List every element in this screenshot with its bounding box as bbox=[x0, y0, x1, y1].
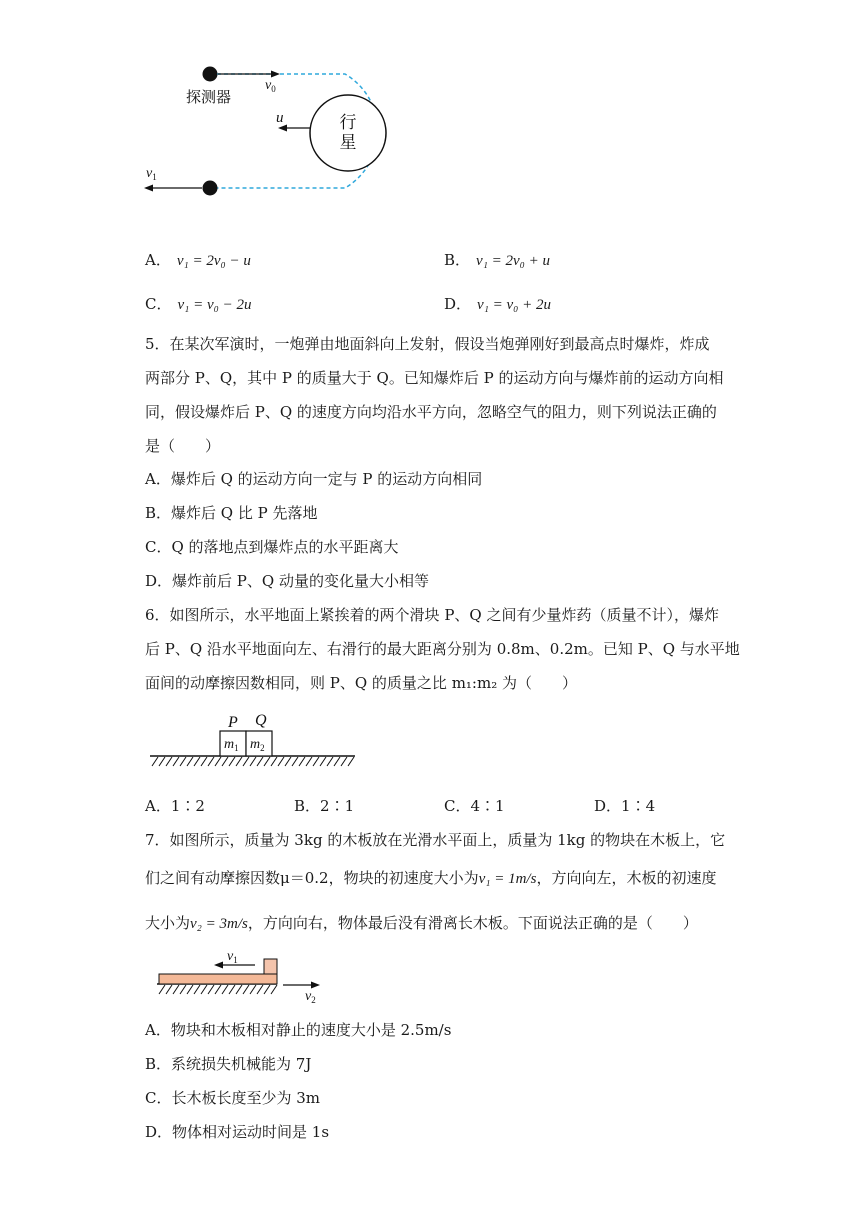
q6-option-c[interactable]: C．4∶1 bbox=[444, 797, 505, 815]
probe-planet-figure bbox=[140, 55, 420, 205]
q7-line-1: 7．如图所示，质量为 3kg 的木板放在光滑水平面上，质量为 1kg 的物块在木板上，它 bbox=[145, 831, 726, 849]
q6-option-a[interactable]: A．1∶2 bbox=[145, 797, 205, 815]
q5-option-d[interactable]: D．爆炸前后 P、Q 动量的变化量大小相等 bbox=[145, 572, 429, 590]
label-p: P bbox=[228, 714, 238, 731]
wooden-board bbox=[159, 974, 277, 984]
fig-v1-label: v bbox=[227, 949, 234, 964]
small-block bbox=[264, 959, 277, 974]
q7-option-a[interactable]: A．物块和木板相对静止的速度大小是 2.5m/s bbox=[145, 1021, 452, 1039]
q4-option-b[interactable]: B． v₁ = 2v₀ + u bbox=[444, 251, 551, 269]
q5-line-2: 两部分 P、Q，其中 P 的质量大于 Q。已知爆炸后 P 的运动方向与爆炸前的运动方向相 bbox=[145, 369, 724, 387]
q5-line-4: 是（ ） bbox=[145, 437, 221, 455]
board-block-figure bbox=[155, 946, 330, 1006]
q5-option-b[interactable]: B．爆炸后 Q 比 P 先落地 bbox=[145, 504, 318, 522]
svg-text:v2: $v_2$ bbox=[305, 989, 316, 1005]
probe-dot-bottom bbox=[203, 181, 218, 196]
u-label: u bbox=[276, 110, 284, 126]
q6-option-d[interactable]: D．1∶4 bbox=[594, 797, 656, 815]
q7-option-c[interactable]: C．长木板长度至少为 3m bbox=[145, 1089, 321, 1107]
q4-option-c[interactable]: C． v₁ = v₀ − 2u bbox=[145, 295, 252, 313]
q4-option-d[interactable]: D． v₁ = v₀ + 2u bbox=[444, 295, 552, 313]
q6-line-1: 6．如图所示，水平地面上紧挨着的两个滑块 P、Q 之间有少量炸药（质量不计），爆炸 bbox=[145, 606, 719, 624]
label-m2: m bbox=[250, 737, 261, 752]
q5-line-3: 同，假设爆炸后 P、Q 的速度方向均沿水平方向，忽略空气的阻力，则下列说法正确的 bbox=[145, 403, 717, 421]
v0-label: v bbox=[265, 78, 272, 93]
v1-label: v bbox=[146, 166, 153, 181]
q7-option-b[interactable]: B．系统损失机械能为 7J bbox=[145, 1055, 312, 1073]
q6-line-2: 后 P、Q 沿水平地面向左、右滑行的最大距离分别为 0.8m、0.2m。已知 P、Q 与水平地 bbox=[145, 640, 740, 658]
svg-text:m1: $m_1$ bbox=[224, 737, 239, 753]
q5-option-a[interactable]: A．爆炸后 Q 的运动方向一定与 P 的运动方向相同 bbox=[145, 470, 483, 488]
fig-v2-label: v bbox=[305, 989, 312, 1004]
q7-option-d[interactable]: D．物体相对运动时间是 1s bbox=[145, 1123, 330, 1141]
svg-text:v1: $v_1$ bbox=[227, 949, 238, 965]
planet-label-2: 星 bbox=[339, 133, 357, 152]
probe-dot-top bbox=[203, 67, 218, 82]
q6-line-3: 面间的动摩擦因数相同，则 P、Q 的质量之比 m₁:m₂ 为（ ） bbox=[145, 674, 577, 692]
svg-text:m2: $m_2$ bbox=[250, 737, 265, 753]
sliders-figure bbox=[148, 708, 363, 772]
probe-label: 探测器 bbox=[186, 90, 232, 106]
planet-label-1: 行 bbox=[339, 113, 357, 132]
svg-text:v0: $v_0$ bbox=[265, 78, 276, 94]
q7-v2-expr: v₂ = 3m/s bbox=[190, 916, 248, 932]
q7-line-2: 们之间有动摩擦因数μ＝0.2，物块的初速度大小为v₁ = 1m/s，方向向左，木板的初速度 bbox=[145, 869, 717, 887]
label-q: Q bbox=[255, 712, 267, 729]
svg-text:v1: $v_1$ bbox=[146, 166, 157, 182]
q7-v1-expr: v₁ = 1m/s bbox=[478, 871, 537, 887]
q6-option-b[interactable]: B．2∶1 bbox=[294, 797, 355, 815]
q5-line-1: 5．在某次军演时，一炮弹由地面斜向上发射，假设当炮弹刚好到最高点时爆炸，炸成 bbox=[145, 335, 710, 353]
q7-line-3: 大小为v₂ = 3m/s，方向向右，物体最后没有滑离长木板。下面说法正确的是（ ） bbox=[145, 914, 698, 932]
label-m1: m bbox=[224, 737, 235, 752]
q4-option-a[interactable]: A． v₁ = 2v₀ − u bbox=[145, 251, 251, 269]
q5-option-c[interactable]: C．Q 的落地点到爆炸点的水平距离大 bbox=[145, 538, 399, 556]
